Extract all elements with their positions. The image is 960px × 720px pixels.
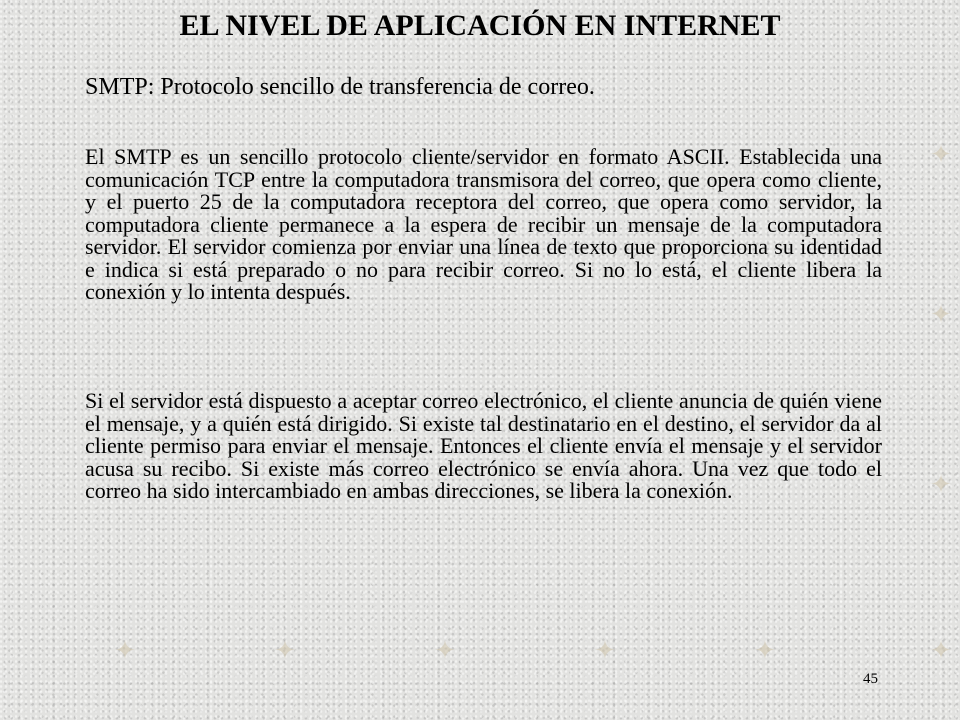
watermark-icon: ✦	[930, 140, 952, 169]
page-number: 45	[863, 671, 878, 687]
watermark-icon: ✦	[754, 636, 776, 665]
watermark-icon: ✦	[594, 636, 616, 665]
paragraph-smtp-description: El SMTP es un sencillo protocolo cliente/servidor en formato ASCII. Establecida una comunicación TCP entre la computadora transmisora del correo, que opera como cliente, y el puerto 25 de la computadora receptora del correo, que opera como servidor, la computadora cliente permanece a la espera de recibir un mensaje de la computadora servidor. El servidor comienza por enviar una línea de texto que proporciona su identidad e indica si está preparado o no para recibir correo. Si no lo está, el cliente libera la conexión y lo intenta después.	[85, 144, 882, 304]
section-subtitle: SMTP: Protocolo sencillo de transferencia de correo.	[85, 74, 595, 100]
watermark-icon: ✦	[930, 300, 952, 329]
watermark-icon: ✦	[274, 636, 296, 665]
watermark-icon: ✦	[434, 636, 456, 665]
watermark-icon: ✦	[930, 636, 952, 665]
watermark-icon: ✦	[114, 636, 136, 665]
paragraph-smtp-exchange: Si el servidor está dispuesto a aceptar correo electrónico, el cliente anuncia de quién viene el mensaje, y a quién está dirigido. Si existe tal destinatario en el destino, el servidor da al cliente permiso para enviar el mensaje. Entonces el cliente envía el mensaje y el servidor acusa su recibo. Si existe más correo electrónico se envía ahora. Una vez que todo el correo ha sido intercambiado en ambas direcciones, se libera la conexión.	[85, 388, 882, 503]
page-title: EL NIVEL DE APLICACIÓN EN INTERNET	[179, 9, 781, 42]
watermark-icon: ✦	[930, 470, 952, 499]
